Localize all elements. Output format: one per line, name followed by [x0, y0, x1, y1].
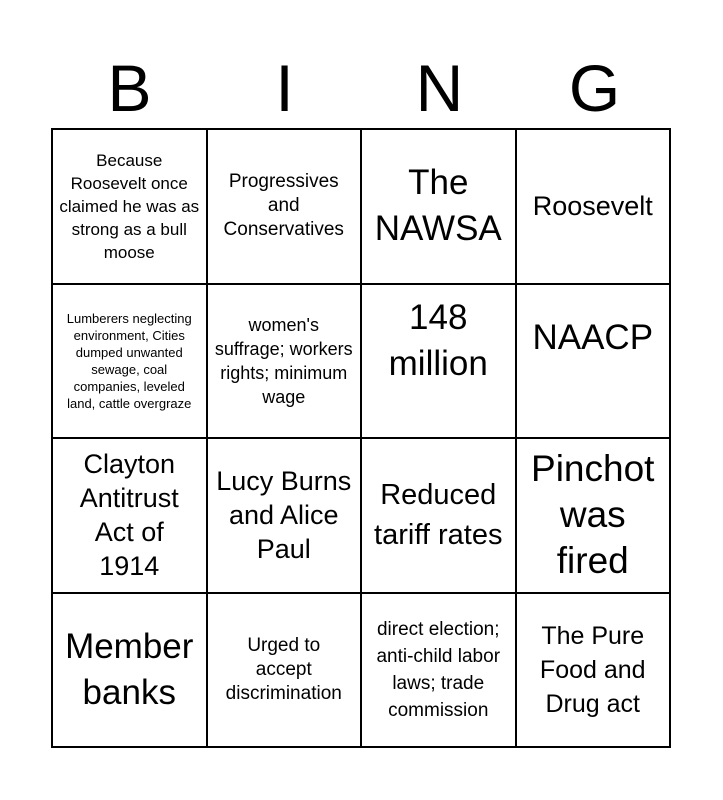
bingo-cell[interactable]	[208, 439, 363, 594]
bingo-cell[interactable]	[53, 285, 208, 440]
bingo-cell[interactable]	[362, 285, 517, 440]
bingo-cell[interactable]	[517, 285, 672, 440]
bingo-cell-text: Urged to accept discrimination	[225, 634, 342, 704]
bingo-cell-text: Progressives and Conservatives	[223, 171, 344, 241]
bingo-cell[interactable]	[208, 130, 363, 285]
bingo-cell[interactable]	[208, 594, 363, 749]
bingo-cell-text: Lumberers neglecting environment, Cities dumped unwanted sewage, coal companies, leveled land, cattle overgraze	[66, 310, 192, 411]
header-letter-g: G	[568, 51, 621, 125]
bingo-cell-text: The NAWSA	[374, 163, 502, 249]
bingo-cell[interactable]	[362, 594, 517, 749]
bingo-cell[interactable]	[208, 285, 363, 440]
bingo-cell-text: Because Roosevelt once claimed he was as strong as a bull moose	[59, 150, 200, 262]
bingo-cell-text: women's suffrage; workers rights; minimum wage	[214, 314, 353, 407]
header-letter-n: N	[415, 51, 464, 125]
bingo-grid	[51, 128, 671, 748]
bingo-cell[interactable]	[362, 130, 517, 285]
bingo-cell[interactable]	[53, 439, 208, 594]
bingo-cell-text: NAACP	[532, 317, 654, 357]
bingo-header	[52, 48, 672, 128]
header-letter-b: B	[107, 51, 152, 125]
bingo-cell-text: Roosevelt	[532, 191, 653, 222]
bingo-cell[interactable]	[517, 594, 672, 749]
bingo-cell-text: 148 million	[388, 297, 488, 383]
bingo-cell[interactable]	[517, 439, 672, 594]
bingo-cell[interactable]	[362, 439, 517, 594]
bingo-cell-text: direct election; anti-child labor laws; trade commission	[376, 618, 501, 721]
bingo-cell-text: Member banks	[65, 626, 194, 712]
bingo-cell-text: Lucy Burns and Alice Paul	[216, 466, 352, 565]
bingo-cell[interactable]	[53, 130, 208, 285]
bingo-cell-text: Clayton Antitrust Act of 1914	[79, 449, 179, 582]
bingo-cell-text: The Pure Food and Drug act	[539, 621, 646, 718]
bingo-cell[interactable]	[517, 130, 672, 285]
bingo-cell-text: Pinchot was fired	[531, 448, 655, 582]
bingo-cell-text: Reduced tariff rates	[374, 479, 503, 552]
header-letter-i: I	[275, 51, 294, 125]
bingo-cell[interactable]	[53, 594, 208, 749]
